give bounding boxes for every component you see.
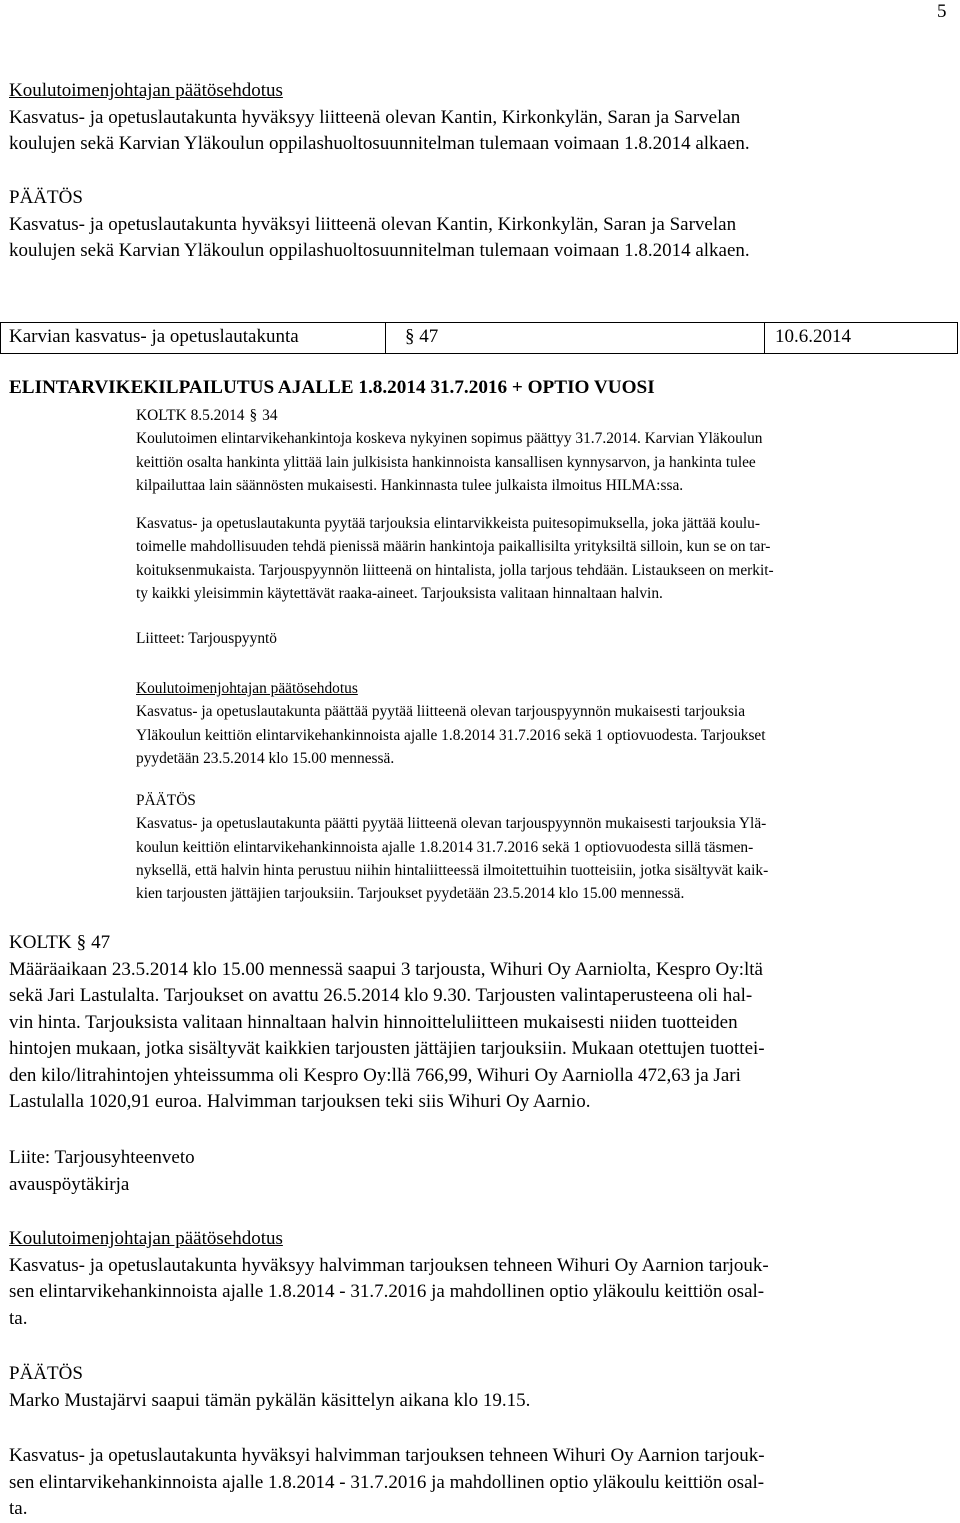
text-line: sen elintarvikehankinnoista ajalle 1.8.2014 - 31.7.2016 ja mahdollinen optio yläkoulu keittiön osal-: [9, 1471, 765, 1493]
final-paragraph: [9, 1443, 947, 1523]
section-value: 47: [419, 326, 439, 347]
text-line: Kasvatus- ja opetuslautakunta päätti pyytää liitteenä olevan tarjouspyynnön mukaisesti tarjouksia Ylä-: [136, 815, 767, 833]
attachment-block: [9, 1145, 947, 1198]
decision-block-3: [9, 1361, 947, 1414]
reference-section: 34: [262, 407, 278, 424]
text-line: hintojen mukaan, jotka sisältyvät kaikkien tarjousten jättäjien tarjouksiin. Mukaan otettujen tuottei-: [9, 1038, 765, 1059]
decision-heading: PÄÄTÖS: [136, 792, 196, 809]
reference-prefix: KOLTK 8.5.2014: [136, 407, 245, 424]
table-divider: [385, 323, 386, 353]
proposal-heading: Koulutoimenjohtajan päätösehdotus: [136, 680, 358, 697]
proposal-heading: Koulutoimenjohtajan päätösehdotus: [9, 80, 283, 101]
attachments-line: [136, 627, 948, 650]
attachment-line: Liite: Tarjousyhteenveto: [9, 1147, 195, 1168]
text-line: nyksellä, että halvin hinta perustuu niihin hintaliitteessä ilmoitettuihin tuotteisiin, jotka sisältyvät kaik-: [136, 861, 769, 879]
text-line: koulun keittiön elintarvikehankinnoista ajalle 1.8.2014 31.7.2016 sekä 1 optiovuodesta sillä täsmen-: [136, 838, 754, 856]
text-line: Marko Mustajärvi saapui tämän pykälän käsittelyn aikana klo 19.15.: [9, 1389, 531, 1411]
text-line: Kasvatus- ja opetuslautakunta hyväksyy liitteenä olevan Kantin, Kirkonkylän, Saran ja Sarvelan: [9, 106, 741, 128]
committee-name: Karvian kasvatus- ja opetuslautakunta: [9, 326, 299, 347]
text-line: Määräaikaan 23.5.2014 klo 15.00 mennessä saapui 3 tarjousta, Wihuri Oy Aarniolta, Kespro Oy:ltä: [9, 958, 763, 980]
koltk-block: [9, 930, 947, 1116]
text-line: Kasvatus- ja opetuslautakunta päättää pyytää liitteenä olevan tarjouspyynnön mukaisesti tarjouksia: [136, 703, 746, 721]
text-line: pyydetään 23.5.2014 klo 15.00 mennessä.: [136, 749, 395, 767]
text-line: kilpailuttaa lain säännösten mukaisesti. Hankinnasta tulee julkaista ilmoitus HILMA:ssa.: [136, 476, 684, 494]
item-title: ELINTARVIKEKILPAILUTUS AJALLE 1.8.2014 31.7.2016 + OPTIO VUOSI: [9, 377, 655, 398]
table-divider: [764, 323, 765, 353]
text-line: Koulutoimen elintarvikehankintoja koskeva nykyinen sopimus päättyy 31.7.2014. Karvian Yläkoulun: [136, 430, 763, 448]
text-line: Kasvatus- ja opetuslautakunta hyväksyy halvimman tarjouksen tehneen Wihuri Oy Aarnion tarjouk-: [9, 1254, 769, 1276]
page-number: 5: [937, 1, 947, 22]
text-line: Kasvatus- ja opetuslautakunta hyväksyi liitteenä olevan Kantin, Kirkonkylän, Saran ja Sarvelan: [9, 213, 737, 235]
text-line: vin hinta. Tarjouksista valitaan hinnaltaan halvin hinnoitteluliitteen mukaisesti niiden tuotteiden: [9, 1011, 738, 1033]
text-line: den kilo/litrahintojen yhteissumma oli Kespro Oy:llä 766,99, Wihuri Oy Aarniolla 472,63 ja Jari: [9, 1064, 741, 1086]
section-symbol: §: [405, 326, 415, 347]
text-line: keittiön osalta hankinta ylittää lain julkisista hankinnoista kansallisen kynnysarvon, ja hankinta tulee: [136, 453, 756, 471]
text-line: sen elintarvikehankinnoista ajalle 1.8.2014 - 31.7.2016 ja mahdollinen optio yläkoulu keittiön osal-: [9, 1281, 765, 1302]
koltk-reference: [9, 930, 947, 957]
text-line: Kasvatus- ja opetuslautakunta pyytää tarjouksia elintarvikkeista puitesopimuksella, joka jättää koulu-: [136, 515, 761, 532]
proposal-block-1: [9, 78, 947, 158]
meeting-header-table: [0, 322, 958, 354]
text-line: koulujen sekä Karvian Yläkoulun oppilashuoltosuunnitelman tulemaan voimaan 1.8.2014 alkaen.: [9, 133, 750, 154]
decision-heading: PÄÄTÖS: [9, 187, 83, 208]
text-line: Kasvatus- ja opetuslautakunta hyväksyi halvimman tarjouksen tehneen Wihuri Oy Aarnion tarjouk-: [9, 1445, 765, 1466]
text-line: ty kaikki yleisimmin käytettävät raaka-aineet. Tarjouksista valitaan hinnaltaan halvin.: [136, 584, 663, 602]
koltk-section: 47: [91, 932, 111, 953]
text-line: ta.: [9, 1498, 28, 1519]
proposal-block-3: [9, 1226, 947, 1332]
section-number: [405, 326, 438, 348]
text-line: Lastulalla 1020,91 euroa. Halvimman tarjouksen teki siis Wihuri Oy Aarnio.: [9, 1091, 591, 1112]
section-symbol: §: [76, 932, 87, 953]
text-line: koituksenmukaista. Tarjouspyynnön liitteenä on hintalista, jolla tarjous tehdään. Listaukseen on merkit-: [136, 561, 774, 579]
decision-heading: PÄÄTÖS: [9, 1363, 83, 1384]
proposal-heading: Koulutoimenjohtajan päätösehdotus: [9, 1228, 283, 1249]
attachment-line: avauspöytäkirja: [9, 1173, 130, 1195]
text-line: sekä Jari Lastulalta. Tarjoukset on avattu 26.5.2014 klo 9.30. Tarjousten valintaperusteena oli hal-: [9, 985, 753, 1006]
text-line: Yläkoulun keittiön elintarvikehankinnoista ajalle 1.8.2014 31.7.2016 sekä 1 optiovuodesta. Tarjoukset: [136, 726, 766, 744]
text-line: koulujen sekä Karvian Yläkoulun oppilashuoltosuunnitelman tulemaan voimaan 1.8.2014 alkaen.: [9, 240, 750, 261]
reference-block: [136, 404, 948, 497]
background-paragraph: [136, 512, 948, 605]
meeting-date: 10.6.2014: [775, 326, 851, 347]
text-line: kien tarjousten jättäjien tarjouksiin. Tarjoukset pyydetään 23.5.2014 klo 15.00 mennessä.: [136, 885, 685, 903]
koltk-prefix: KOLTK: [9, 932, 72, 953]
proposal-block-2: [136, 677, 948, 770]
decision-block-1: [9, 185, 947, 265]
decision-block-2: [136, 789, 948, 905]
reference-line: [136, 404, 948, 427]
attachments-text: Liitteet: Tarjouspyyntö: [136, 630, 277, 647]
section-symbol: §: [249, 407, 258, 424]
text-line: toimelle mahdollisuuden tehdä pienissä määrin hankintoja paikallisilta yrityksiltä silloin, kun se on tar-: [136, 538, 771, 556]
text-line: ta.: [9, 1307, 28, 1329]
